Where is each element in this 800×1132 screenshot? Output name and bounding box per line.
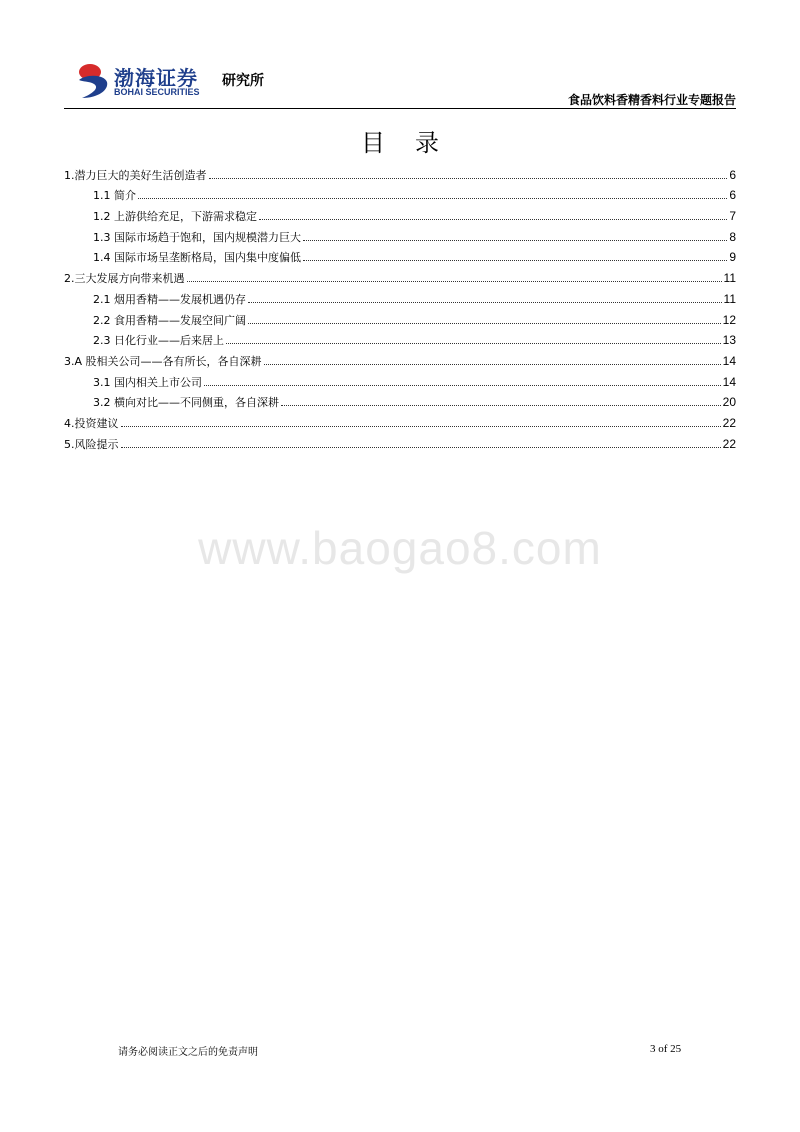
toc-entry[interactable] xyxy=(64,327,736,348)
toc-dot-leader xyxy=(248,302,722,303)
toc-entry[interactable] xyxy=(64,368,736,389)
toc-entry-label: 2.1 烟用香精——发展机遇仍存 xyxy=(93,292,246,306)
toc-dot-leader xyxy=(187,281,722,282)
disclaimer-note: 请务必阅读正文之后的免责声明 xyxy=(118,1047,258,1058)
toc-entry-label: 2.3 日化行业——后来居上 xyxy=(93,334,224,348)
toc-entry[interactable] xyxy=(64,202,736,223)
bohai-securities-logo xyxy=(76,60,296,104)
toc-dot-leader xyxy=(303,240,727,241)
toc-dot-leader xyxy=(121,426,721,427)
toc-entry[interactable] xyxy=(64,430,736,451)
toc-entry-page: 12 xyxy=(722,312,736,327)
toc-dot-leader xyxy=(259,219,727,220)
toc-entry-page: 6 xyxy=(729,167,736,182)
toc-dot-leader xyxy=(303,260,727,261)
toc-entry-page: 6 xyxy=(729,188,736,203)
toc-entry-page: 14 xyxy=(722,353,736,368)
brand-department: 研究所 xyxy=(222,73,264,89)
toc-entry[interactable] xyxy=(64,389,736,410)
table-of-contents xyxy=(64,161,736,451)
toc-entry[interactable] xyxy=(64,347,736,368)
toc-entry-page: 11 xyxy=(723,291,736,306)
toc-entry[interactable] xyxy=(64,223,736,244)
toc-entry-page: 20 xyxy=(722,395,736,410)
toc-entry-page: 11 xyxy=(723,271,736,286)
toc-entry-page: 9 xyxy=(729,250,736,265)
toc-dot-leader xyxy=(204,385,721,386)
toc-entry-label: 2.三大发展方向带来机遇 xyxy=(64,272,185,286)
toc-entry-page: 22 xyxy=(722,415,736,430)
toc-entry[interactable] xyxy=(64,161,736,182)
toc-entry-page: 8 xyxy=(729,229,736,244)
toc-dot-leader xyxy=(209,178,728,179)
toc-entry-page: 22 xyxy=(722,436,736,451)
toc-dot-leader xyxy=(264,364,721,365)
brand-name-cn: 渤海证券 xyxy=(114,66,198,90)
toc-dot-leader xyxy=(248,323,721,324)
toc-entry-label: 3.A 股相关公司——各有所长，各自深耕 xyxy=(64,354,262,368)
bohai-swirl-logo-icon xyxy=(76,60,110,100)
toc-dot-leader xyxy=(226,343,721,344)
header-divider xyxy=(64,108,736,109)
toc-entry-label: 1.2 上游供给充足，下游需求稳定 xyxy=(93,210,257,224)
toc-entry-label: 2.2 食用香精——发展空间广阔 xyxy=(93,313,246,327)
toc-entry-page: 14 xyxy=(722,374,736,389)
brand-name-en: BOHAI SECURITIES xyxy=(114,87,200,97)
toc-entry[interactable] xyxy=(64,182,736,203)
toc-entry-label: 1.3 国际市场趋于饱和，国内规模潜力巨大 xyxy=(93,230,301,244)
toc-entry[interactable] xyxy=(64,244,736,265)
toc-entry-label: 1.4 国际市场呈垄断格局，国内集中度偏低 xyxy=(93,251,301,265)
toc-entry-page: 13 xyxy=(722,333,736,348)
toc-entry[interactable] xyxy=(64,285,736,306)
toc-entry-page: 7 xyxy=(729,209,736,224)
toc-dot-leader xyxy=(121,447,721,448)
toc-entry[interactable] xyxy=(64,264,736,285)
toc-entry[interactable] xyxy=(64,409,736,430)
watermark: www.baogao8.com xyxy=(198,522,602,574)
toc-entry-label: 3.1 国内相关上市公司 xyxy=(93,375,202,389)
toc-entry-label: 1.1 简介 xyxy=(93,189,136,203)
page-number: 3 of 25 xyxy=(650,1043,682,1055)
toc-dot-leader xyxy=(281,405,721,406)
toc-heading: 目录 xyxy=(361,129,469,157)
toc-entry[interactable] xyxy=(64,306,736,327)
toc-entry-label: 4.投资建议 xyxy=(64,416,119,430)
toc-entry-label: 1.潜力巨大的美好生活创造者 xyxy=(64,168,207,182)
toc-dot-leader xyxy=(138,198,727,199)
toc-entry-label: 3.2 横向对比——不同侧重，各自深耕 xyxy=(93,396,279,410)
report-title: 食品饮料香精香料行业专题报告 xyxy=(567,93,736,107)
toc-entry-label: 5.风险提示 xyxy=(64,437,119,451)
